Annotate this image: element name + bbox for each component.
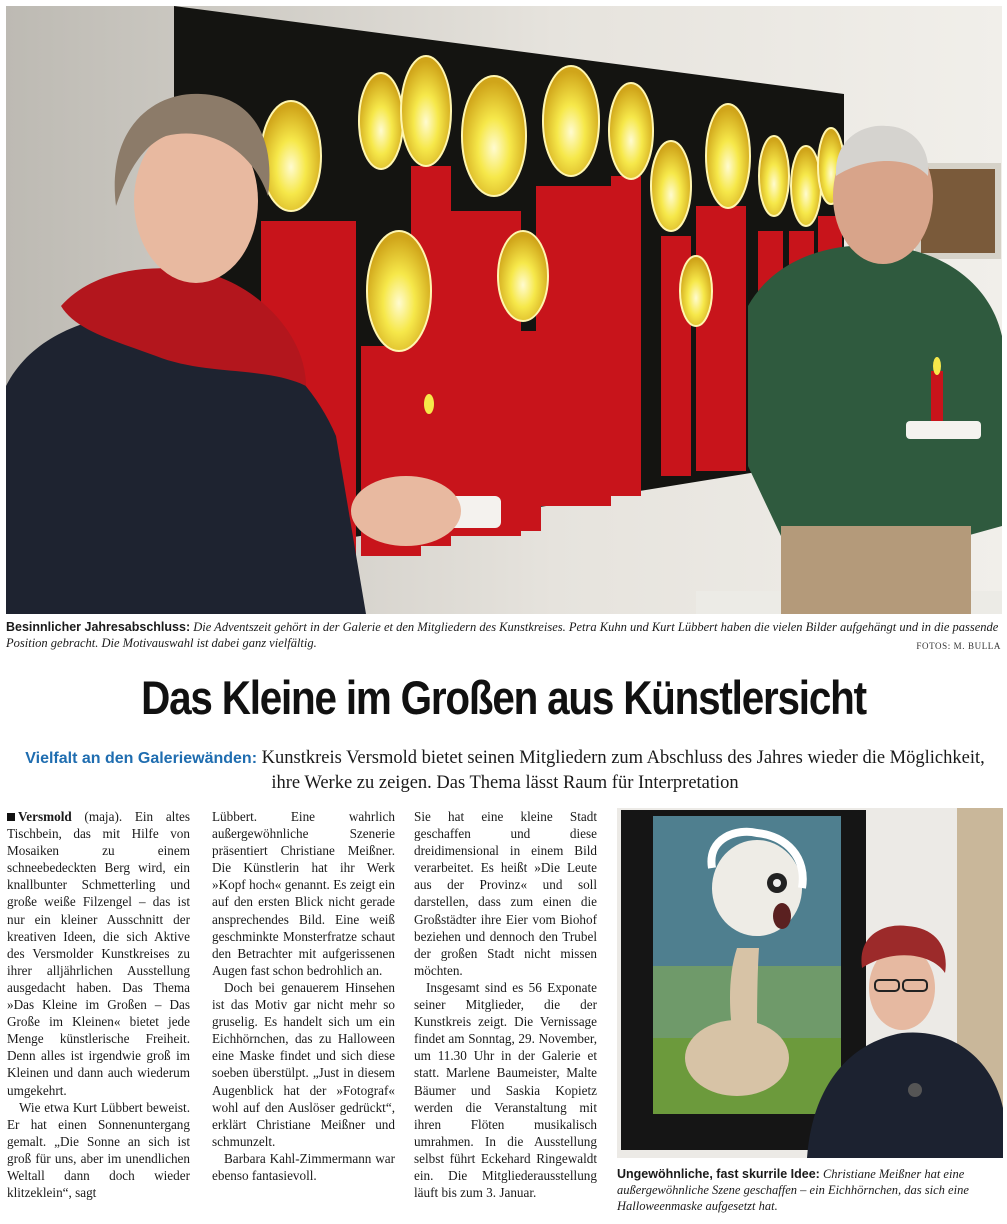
squirrel-painting-photo xyxy=(617,808,1003,1158)
dateline: Versmold xyxy=(18,809,72,824)
side-caption-text: Christiane Meißner hat eine außergewöhnliche Szene geschaffen – ein Eichhörnchen, das sich eine Halloweenmaske aufgesetzt hat. xyxy=(617,1167,969,1213)
col2-paragraph-1: Lübbert. Eine wahrlich außergewöhnliche Szenerie präsentiert Christiane Meißner. Die Künstlerin hat ihr Werk »Kopf hoch« genannt. Es zeigt ein auf den ersten Blick nicht gerade ansprechendes Bild. Eine weiß geschminkte Monsterfratze schaut den Betrachter mit aufgerissenen Augen fast schon bedrohlich an. xyxy=(212,809,395,978)
top-caption-text: Die Adventszeit gehört in der Galerie et den Mitgliedern des Kunstkreises. Petra Kuhn und Kurt Lübbert haben die vielen Bilder aufgehängt und in die passende Position gebracht. Die Motivauswahl ist dabei ganz vielfältig. xyxy=(6,620,999,650)
col3-paragraph-2: Insgesamt sind es 56 Exponate seiner Mitglieder, die der Kunstkreis zeigt. Die Vernissage findet am Sonntag, 29. November, um 11.30 Uhr in der Galerie et statt. Marlene Baumeister, Malte Bäumer und Saskia Kopietz werden die Veranstaltung mit ihren Flöten musikalisch umrahmen. In die Ausstellung selbst führt Eckehard Ringewaldt ein. Die Mitgliederausstellung läuft bis zum 3. Januar. xyxy=(414,979,597,1201)
top-photo-caption xyxy=(6,619,1002,651)
subhead-kicker: Vielfalt an den Galeriewänden: xyxy=(25,750,258,767)
photo-credit: FOTOS: M. BULLA xyxy=(916,641,1001,651)
side-photo xyxy=(617,808,1003,1158)
headline: Das Kleine im Großen aus Künstlersicht xyxy=(141,671,866,724)
subhead-text: Kunstkreis Versmold bietet seinen Mitgliedern zum Abschluss des Jahres wieder die Möglichkeit, ihre Werke zu zeigen. Das Thema lässt Raum für Interpretation xyxy=(257,748,985,793)
top-photo xyxy=(6,6,1002,614)
article-column-2 xyxy=(212,808,395,1184)
col3-paragraph-1: Sie hat eine kleine Stadt geschaffen und diese dreidimensional in einem Bild verarbeitet. Es heißt »Die Leute aus der Provinz« und soll darstellen, dass zum einen die Großstädter ihre Eier vom Biohof beziehen und dennoch den Trubel der großen Stadt nicht missen möchten. xyxy=(414,809,597,978)
col2-paragraph-2: Doch bei genauerem Hinsehen ist das Motiv gar nicht mehr so gruselig. Es handelt sich um ein Eichhörnchen, das zu Halloween eine Maske findet und sich diese soeben überstülpt. „Just in diesem Augenblick hat der »Fotograf« wohl auf den Auslöser gedrückt“, erklärt Christiane Meißner und schmunzelt. xyxy=(212,979,395,1149)
top-caption-lead: Besinnlicher Jahresabschluss: xyxy=(6,620,191,634)
col2-paragraph-3: Barbara Kahl-Zimmermann war ebenso fantasievoll. xyxy=(212,1150,395,1183)
col1-paragraph-1: (maja). Ein altes Tischbein, das mit Hilfe von Mosaiken zu einem schneebedeckten Berg wird, ein knallbunter Schmetterling und große weiße Filzengel – das ist nur ein kleiner Ausschnitt der kreativen Ideen, die sich Aktive des Versmolder Kunstkreises zu ihrer alljährlichen Ausstellung ausgedacht haben. Das Thema »Das Kleine im Großen – Das Große im Kleinen« bietet jede Menge künstlerische Freiheit. Denn alles ist irgendwie groß im Kleinen und dann auch wiederum umgekehrt. xyxy=(7,809,190,1098)
square-bullet-icon xyxy=(7,813,15,821)
subheadline xyxy=(10,746,1000,796)
side-caption-lead: Ungewöhnliche, fast skurrile Idee: xyxy=(617,1167,820,1181)
candle-painting-photo xyxy=(6,6,1002,614)
side-photo-caption xyxy=(617,1166,1003,1214)
article-column-3 xyxy=(414,808,597,1201)
col1-paragraph-2: Wie etwa Kurt Lübbert beweist. Er hat einen Sonnenuntergang gemalt. „Die Sonne an sich ist groß für uns, aber im unendlichen Weltall dann doch wieder klitzeklein“, sagt xyxy=(7,1099,190,1201)
article-column-1 xyxy=(7,808,190,1201)
